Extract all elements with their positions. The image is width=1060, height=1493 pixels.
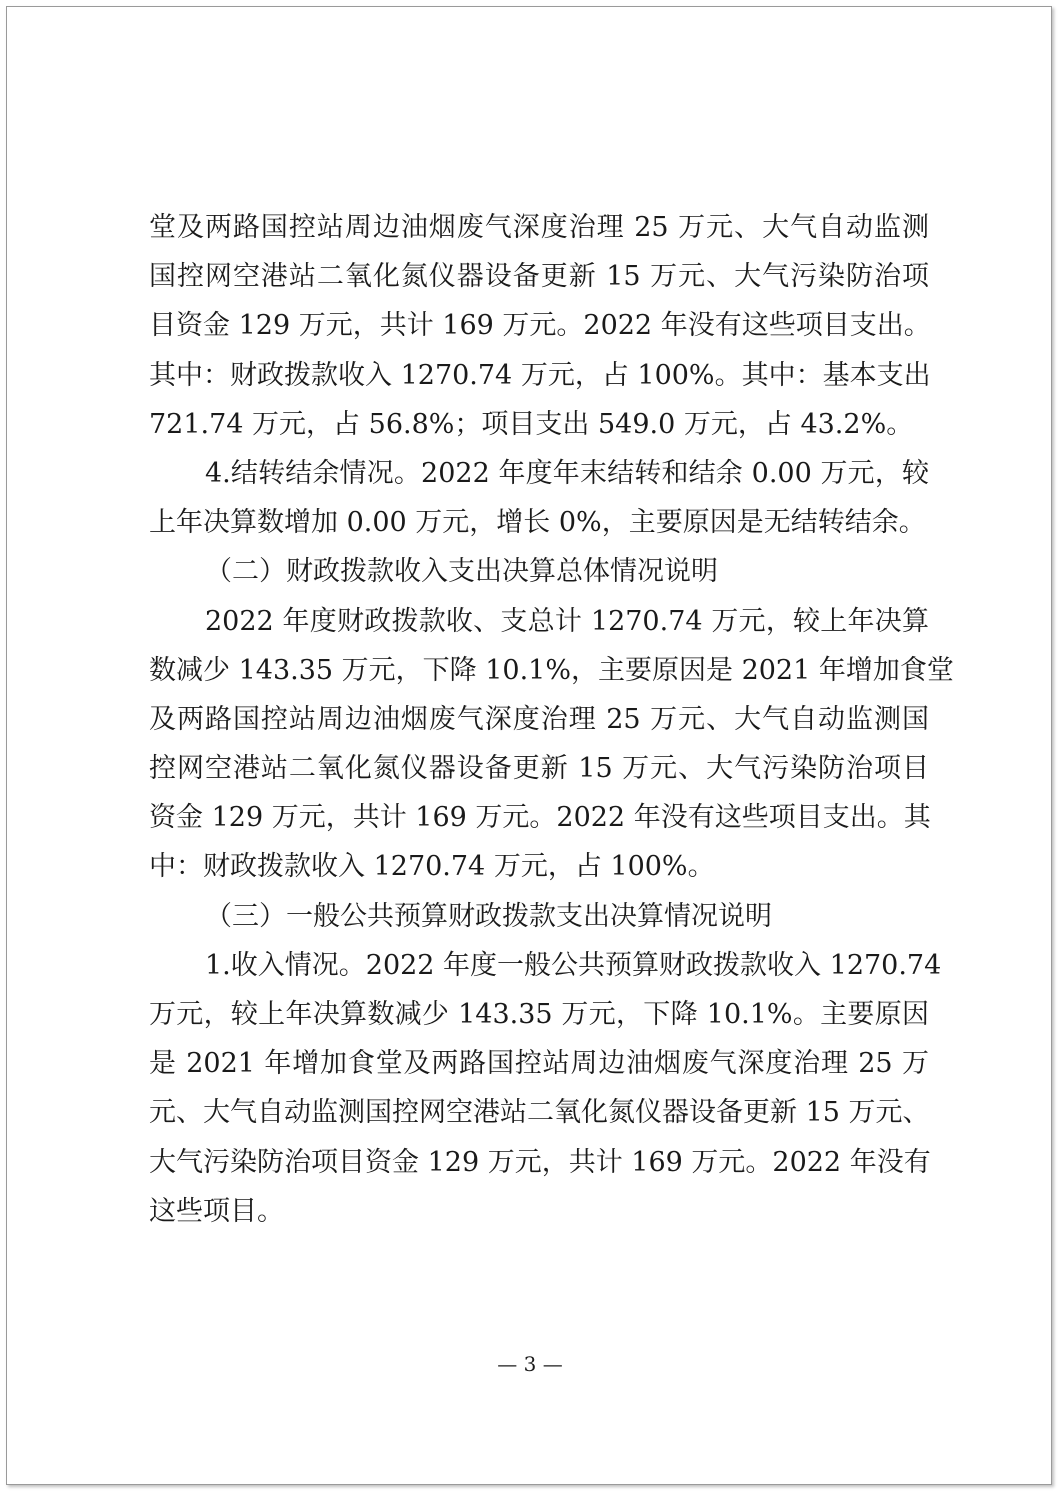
text-line: 大气污染防治项目资金 129 万元，共计 169 万元。2022 年没有 xyxy=(149,1146,931,1178)
section-heading xyxy=(149,892,929,941)
text-line: 及两路国控站周边油烟废气深度治理 25 万元、大气自动监测国 xyxy=(149,703,929,735)
paragraph xyxy=(149,597,954,892)
text-line: 中：财政拨款收入 1270.74 万元，占 100%。 xyxy=(149,851,715,883)
text-line: （二）财政拨款收入支出决算总体情况说明 xyxy=(205,556,718,588)
document-body xyxy=(149,203,954,1236)
text-line: 国控网空港站二氧化氮仪器设备更新 15 万元、大气污染防治项 xyxy=(149,261,929,293)
text-line: 万元，较上年决算数减少 143.35 万元，下降 10.1%。主要原因 xyxy=(149,999,929,1030)
text-line: 上年决算数增加 0.00 万元，增长 0%，主要原因是无结转结余。 xyxy=(149,507,926,539)
page-number: — 3 — xyxy=(497,1352,563,1376)
text-line: 数减少 143.35 万元，下降 10.1%，主要原因是 2021 年增加食堂 xyxy=(149,654,954,686)
text-line: 控网空港站二氧化氮仪器设备更新 15 万元、大气污染防治项目 xyxy=(149,753,929,785)
text-line: 4.结转结余情况。2022 年度年末结转和结余 0.00 万元，较 xyxy=(205,457,929,489)
text-line: 721.74 万元，占 56.8%；项目支出 549.0 万元，占 43.2%。 xyxy=(149,408,914,440)
text-line: 这些项目。 xyxy=(149,1195,284,1227)
section-heading xyxy=(149,547,929,596)
document-page xyxy=(6,6,1052,1485)
paragraph xyxy=(149,203,929,449)
text-line: 其中：财政拨款收入 1270.74 万元，占 100%。其中：基本支出 xyxy=(149,359,931,391)
paragraph xyxy=(149,449,929,547)
text-line: 资金 129 万元，共计 169 万元。2022 年没有这些项目支出。其 xyxy=(149,802,931,834)
text-line: （三）一般公共预算财政拨款支出决算情况说明 xyxy=(205,900,772,932)
text-line: 堂及两路国控站周边油烟废气深度治理 25 万元、大气自动监测 xyxy=(149,212,929,243)
text-line: 1.收入情况。2022 年度一般公共预算财政拨款收入 1270.74 xyxy=(205,949,942,981)
text-line: 元、大气自动监测国控网空港站二氧化氮仪器设备更新 15 万元、 xyxy=(149,1097,930,1129)
paragraph xyxy=(149,941,942,1236)
text-line: 2022 年度财政拨款收、支总计 1270.74 万元，较上年决算 xyxy=(205,605,929,637)
text-line: 目资金 129 万元，共计 169 万元。2022 年没有这些项目支出。 xyxy=(149,310,931,342)
text-line: 是 2021 年增加食堂及两路国控站周边油烟废气深度治理 25 万 xyxy=(149,1048,929,1080)
